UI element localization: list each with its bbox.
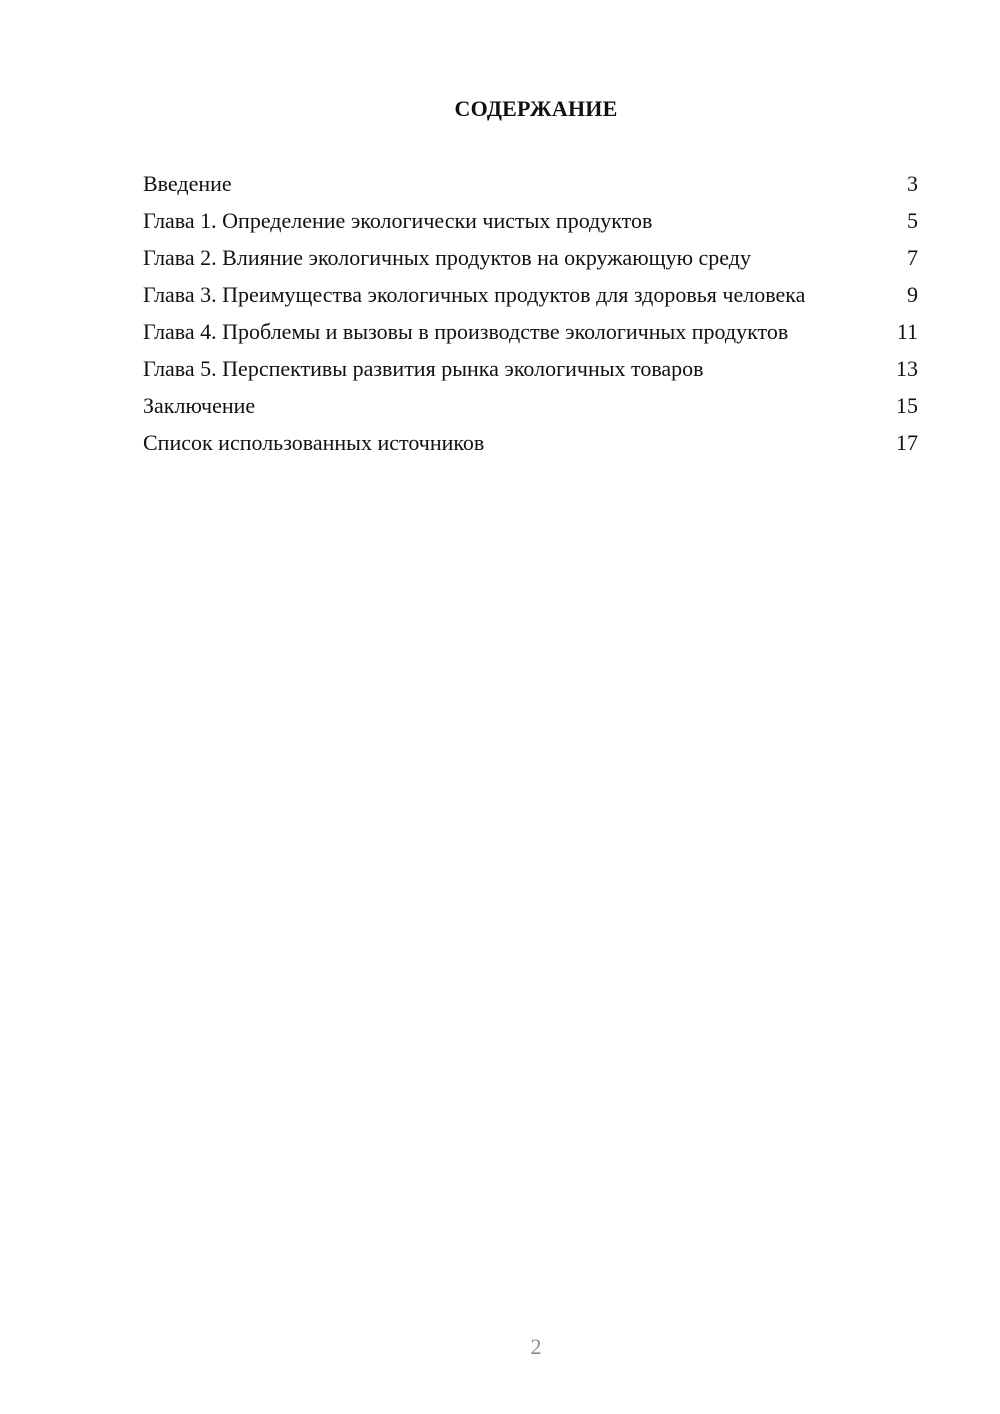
toc-entry-page: 3 (907, 171, 918, 196)
toc-entry-page: 7 (907, 245, 918, 270)
page-number: 2 (530, 1334, 542, 1359)
toc-entry-conclusion[interactable] (143, 392, 918, 419)
toc-entry-chapter-4[interactable] (143, 318, 918, 345)
page-title: СОДЕРЖАНИЕ (454, 96, 618, 121)
toc-entry-label: Список использованных источников (143, 430, 485, 455)
toc-entry-page: 5 (907, 208, 918, 233)
toc-entry-label: Заключение (143, 393, 256, 418)
toc-entry-references[interactable] (143, 429, 918, 456)
toc-entry-label: Введение (143, 171, 232, 196)
toc-entry-page: 9 (907, 282, 918, 307)
toc-entry-label: Глава 1. Определение экологически чистых продуктов (143, 208, 653, 233)
toc-entry-chapter-1[interactable] (143, 207, 918, 234)
toc-entry-label: Глава 5. Перспективы развития рынка экологичных товаров (143, 356, 704, 381)
table-of-contents (143, 170, 918, 466)
toc-entry-chapter-2[interactable] (143, 244, 918, 271)
toc-entry-label: Глава 3. Преимущества экологичных продуктов для здоровья человека (143, 282, 806, 307)
toc-entry-page: 11 (896, 319, 918, 344)
toc-entry-chapter-3[interactable] (143, 281, 918, 308)
toc-entry-chapter-5[interactable] (143, 355, 918, 382)
toc-entry-introduction[interactable] (143, 170, 918, 197)
toc-entry-label: Глава 4. Проблемы и вызовы в производстве экологичных продуктов (143, 319, 789, 344)
toc-entry-page: 13 (896, 356, 918, 381)
toc-entry-label: Глава 2. Влияние экологичных продуктов на окружающую среду (143, 245, 751, 270)
toc-entry-page: 15 (896, 393, 918, 418)
toc-entry-page: 17 (896, 430, 918, 455)
